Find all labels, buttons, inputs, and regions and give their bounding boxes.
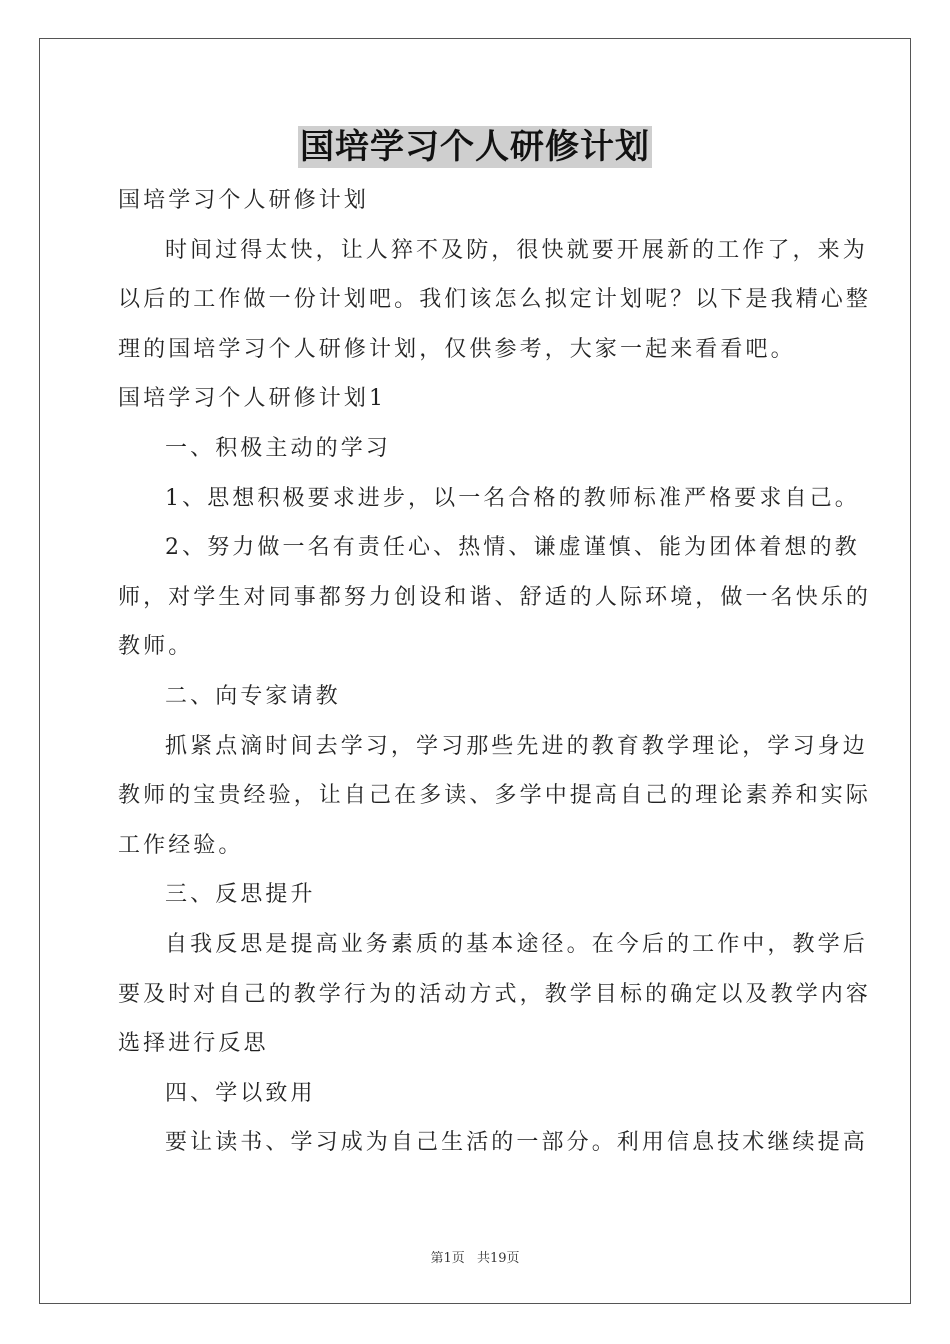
paragraph-line: 教师。 (118, 634, 194, 660)
paragraph-line: 选择进行反思 (118, 1031, 269, 1057)
subsection-heading: 四、学以致用 (165, 1080, 316, 1106)
paragraph-line: 时间过得太快，让人猝不及防，很快就要开展新的工作了，来为 (165, 237, 868, 263)
paragraph-line: 以后的工作做一份计划吧。我们该怎么拟定计划呢？以下是我精心整 (118, 287, 872, 313)
paragraph-line: 理的国培学习个人研修计划，仅供参考，大家一起来看看吧。 (118, 336, 796, 362)
subsection-heading: 三、反思提升 (165, 882, 316, 908)
paragraph-line: 师，对学生对同事都努力创设和谐、舒适的人际环境，做一名快乐的 (118, 584, 872, 610)
subsection-heading: 二、向专家请教 (165, 683, 341, 709)
subsection-heading: 一、积极主动的学习 (165, 435, 391, 461)
page-footer (0, 1247, 950, 1266)
document-title: 国培学习个人研修计划 (300, 127, 650, 167)
paragraph-line: 2、努力做一名有责任心、热情、谦虚谨慎、能为团体着想的教 (165, 535, 860, 561)
paragraph-line: 自我反思是提高业务素质的基本途径。在今后的工作中，教学后 (165, 931, 868, 957)
paragraph-line: 1、思想积极要求进步，以一名合格的教师标准严格要求自己。 (165, 485, 860, 511)
paragraph-line: 要及时对自己的教学行为的活动方式，教学目标的确定以及教学内容 (118, 981, 872, 1007)
page-total: 共19页 (476, 1251, 520, 1266)
subtitle-line: 国培学习个人研修计划 (118, 188, 370, 213)
paragraph-line: 工作经验。 (118, 832, 244, 858)
title-container (0, 126, 950, 168)
paragraph-line: 抓紧点滴时间去学习，学习那些先进的教育教学理论，学习身边 (165, 733, 868, 759)
section-heading: 国培学习个人研修计划1 (118, 386, 387, 412)
document-body (118, 176, 872, 1168)
paragraph-line: 教师的宝贵经验，让自己在多读、多学中提高自己的理论素养和实际 (118, 783, 872, 809)
page-number: 第1页 (430, 1251, 465, 1266)
paragraph-line: 要让读书、学习成为自己生活的一部分。利用信息技术继续提高 (165, 1130, 868, 1156)
